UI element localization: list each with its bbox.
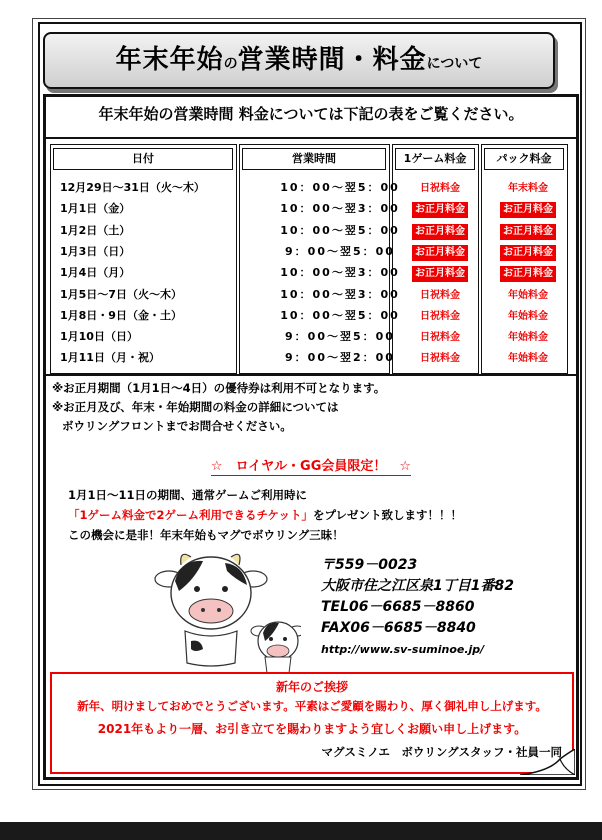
table-row-hours: [265, 284, 415, 305]
table-row-pack-fee: [488, 198, 568, 219]
hours-text: 9：00～翌5：00: [285, 244, 395, 258]
title-particle: の: [223, 56, 238, 72]
game-fee-label: 日祝料金: [420, 332, 460, 344]
postal-code: 〒559－0023: [321, 557, 418, 573]
notes: [52, 379, 385, 436]
title-main: 年末年始: [115, 45, 224, 75]
table-row-pack-fee: [488, 177, 568, 198]
date-text: 1月1日（金）: [60, 202, 131, 216]
greeting-box: [50, 672, 574, 774]
divider: [46, 137, 576, 139]
promo-line-rest: をプレゼント致します！！！: [312, 508, 463, 522]
date-text: 1月10日（日）: [60, 330, 138, 344]
table-row-hours: [265, 220, 415, 241]
pack-fee-label: 年始料金: [508, 310, 548, 322]
table-row-pack-fee: [488, 326, 568, 347]
date-text: 1月4日（月）: [60, 266, 131, 280]
header-date: 日付: [53, 148, 233, 170]
note-line: ※お正月及び、年末・年始期間の料金の詳細については: [52, 400, 339, 414]
pack-fee-label: お正月料金: [500, 224, 556, 240]
hours-text: 10：00～翌5：00: [280, 181, 400, 194]
table-row-game-fee: [400, 262, 480, 283]
telephone: TEL06－6685－8860: [321, 599, 475, 615]
title-main-2: 営業時間・料金: [237, 45, 427, 75]
date-text: 1月11日（月・祝）: [60, 351, 160, 365]
schedule-table: [50, 144, 568, 372]
pack-fee-label: お正月料金: [500, 202, 556, 218]
promo-title-text: ☆ ロイヤル・GG会員限定！ ☆: [210, 459, 412, 474]
greeting-line: 2021年もより一層、お引き立てを賜わりますよう宜しくお願い申し上げます。: [97, 722, 527, 736]
table-row-pack-fee: [488, 347, 568, 368]
game-fee-label: 日祝料金: [420, 289, 460, 301]
table-row-pack-fee: [488, 241, 568, 262]
table-row-date: [60, 198, 250, 219]
fax: FAX06－6685－8840: [321, 620, 476, 636]
hours-text: 10：00～翌3：00: [280, 202, 400, 216]
table-row-hours: [265, 326, 415, 347]
promo-highlight: 「1ゲーム料金で2ゲーム利用できるチケット」: [68, 508, 313, 522]
table-row-hours: [265, 305, 415, 326]
pack-fee-label: 年始料金: [508, 289, 548, 301]
note-line: ボウリングフロントまでお問合せください。: [62, 419, 292, 433]
cow-illustration: [151, 545, 301, 675]
table-row-pack-fee: [488, 220, 568, 241]
promo-line: この機会に是非！年末年始もマグでボウリング三昧！: [68, 528, 344, 542]
hours-text: 10：00～翌5：00: [280, 308, 400, 322]
table-row-hours: [265, 262, 415, 283]
table-row-date: [60, 347, 250, 368]
intro-text: 年末年始の営業時間 料金については下記の表をご覧ください。: [98, 105, 524, 123]
table-row-game-fee: [400, 241, 480, 262]
promo-line: [68, 505, 462, 525]
game-fee-label: お正月料金: [412, 224, 468, 240]
date-text: 1月5日～7日（火～木）: [60, 287, 182, 301]
small-cow-icon: [251, 622, 301, 673]
big-cow-icon: [155, 554, 267, 666]
page-curl-icon: [520, 749, 575, 775]
hours-text: 10：00～翌3：00: [280, 266, 400, 280]
header-pack-fee: パック料金: [484, 148, 564, 170]
table-row-game-fee: [400, 305, 480, 326]
table-row-hours: [265, 198, 415, 219]
pack-fee-label: 年始料金: [508, 353, 548, 365]
table-row-game-fee: [400, 177, 480, 198]
table-row-date: [60, 326, 250, 347]
game-fee-label: お正月料金: [412, 245, 468, 261]
table-row-date: [60, 241, 250, 262]
date-text: 1月2日（土）: [60, 223, 131, 237]
title-suffix: について: [426, 56, 483, 72]
game-fee-label: 日祝料金: [420, 353, 460, 365]
table-row-date: [60, 284, 250, 305]
website-url: http://www.sv-suminoe.jp/: [321, 643, 485, 656]
pack-fee-label: 年始料金: [508, 332, 548, 344]
pack-fee-label: お正月料金: [500, 266, 556, 282]
header-game-fee: 1ゲーム料金: [395, 148, 475, 170]
game-fee-label: お正月料金: [412, 266, 468, 282]
page-title: [43, 32, 555, 89]
date-text: 1月8日・9日（金・土）: [60, 308, 182, 322]
pack-fee-label: お正月料金: [500, 245, 556, 261]
greeting-line: 新年、明けましておめでとうございます。平素はご愛顧を賜わり、厚く御礼申し上げます。: [77, 699, 547, 713]
promo-line: 1月1日～11日の期間、通常ゲームご利用時に: [68, 488, 308, 502]
divider: [46, 374, 576, 376]
game-fee-label: 日祝料金: [420, 310, 460, 322]
address-block: [321, 555, 514, 660]
note-line: ※お正月期間（1月1日～4日）の優待券は利用不可となります。: [52, 381, 386, 395]
table-row-game-fee: [400, 326, 480, 347]
content-box: [43, 94, 579, 780]
table-row-game-fee: [400, 220, 480, 241]
header-hours: 営業時間: [242, 148, 386, 170]
hours-text: 9：00～翌5：00: [285, 330, 395, 344]
table-row-game-fee: [400, 347, 480, 368]
table-row-date: [60, 262, 250, 283]
date-text: 12月29日～31日（火～木）: [60, 181, 205, 194]
pack-fee-label: 年末料金: [508, 183, 548, 194]
table-row-hours: [265, 241, 415, 262]
table-row-date: [60, 177, 250, 198]
hours-text: 10：00～翌3：00: [280, 287, 400, 301]
game-fee-label: 日祝料金: [420, 183, 460, 194]
table-row-hours: [265, 177, 415, 198]
table-row-pack-fee: [488, 284, 568, 305]
table-row-date: [60, 220, 250, 241]
table-row-date: [60, 305, 250, 326]
table-row-hours: [265, 347, 415, 368]
table-row-game-fee: [400, 198, 480, 219]
promo-text: [68, 485, 462, 545]
table-row-pack-fee: [488, 262, 568, 283]
street-address: 大阪市住之江区泉1丁目1番82: [321, 578, 514, 594]
hours-text: 10：00～翌5：00: [280, 223, 400, 237]
promo-title: [46, 455, 576, 474]
greeting-title: 新年のご挨拶: [275, 680, 348, 694]
table-row-game-fee: [400, 284, 480, 305]
game-fee-label: お正月料金: [412, 202, 468, 218]
table-row-pack-fee: [488, 305, 568, 326]
date-text: 1月3日（日）: [60, 244, 131, 258]
bottom-bar: [0, 822, 602, 840]
hours-text: 9：00～翌2：00: [285, 351, 395, 365]
greeting-signature: マグスミノエ ボウリングスタッフ・社員一同: [321, 745, 562, 759]
